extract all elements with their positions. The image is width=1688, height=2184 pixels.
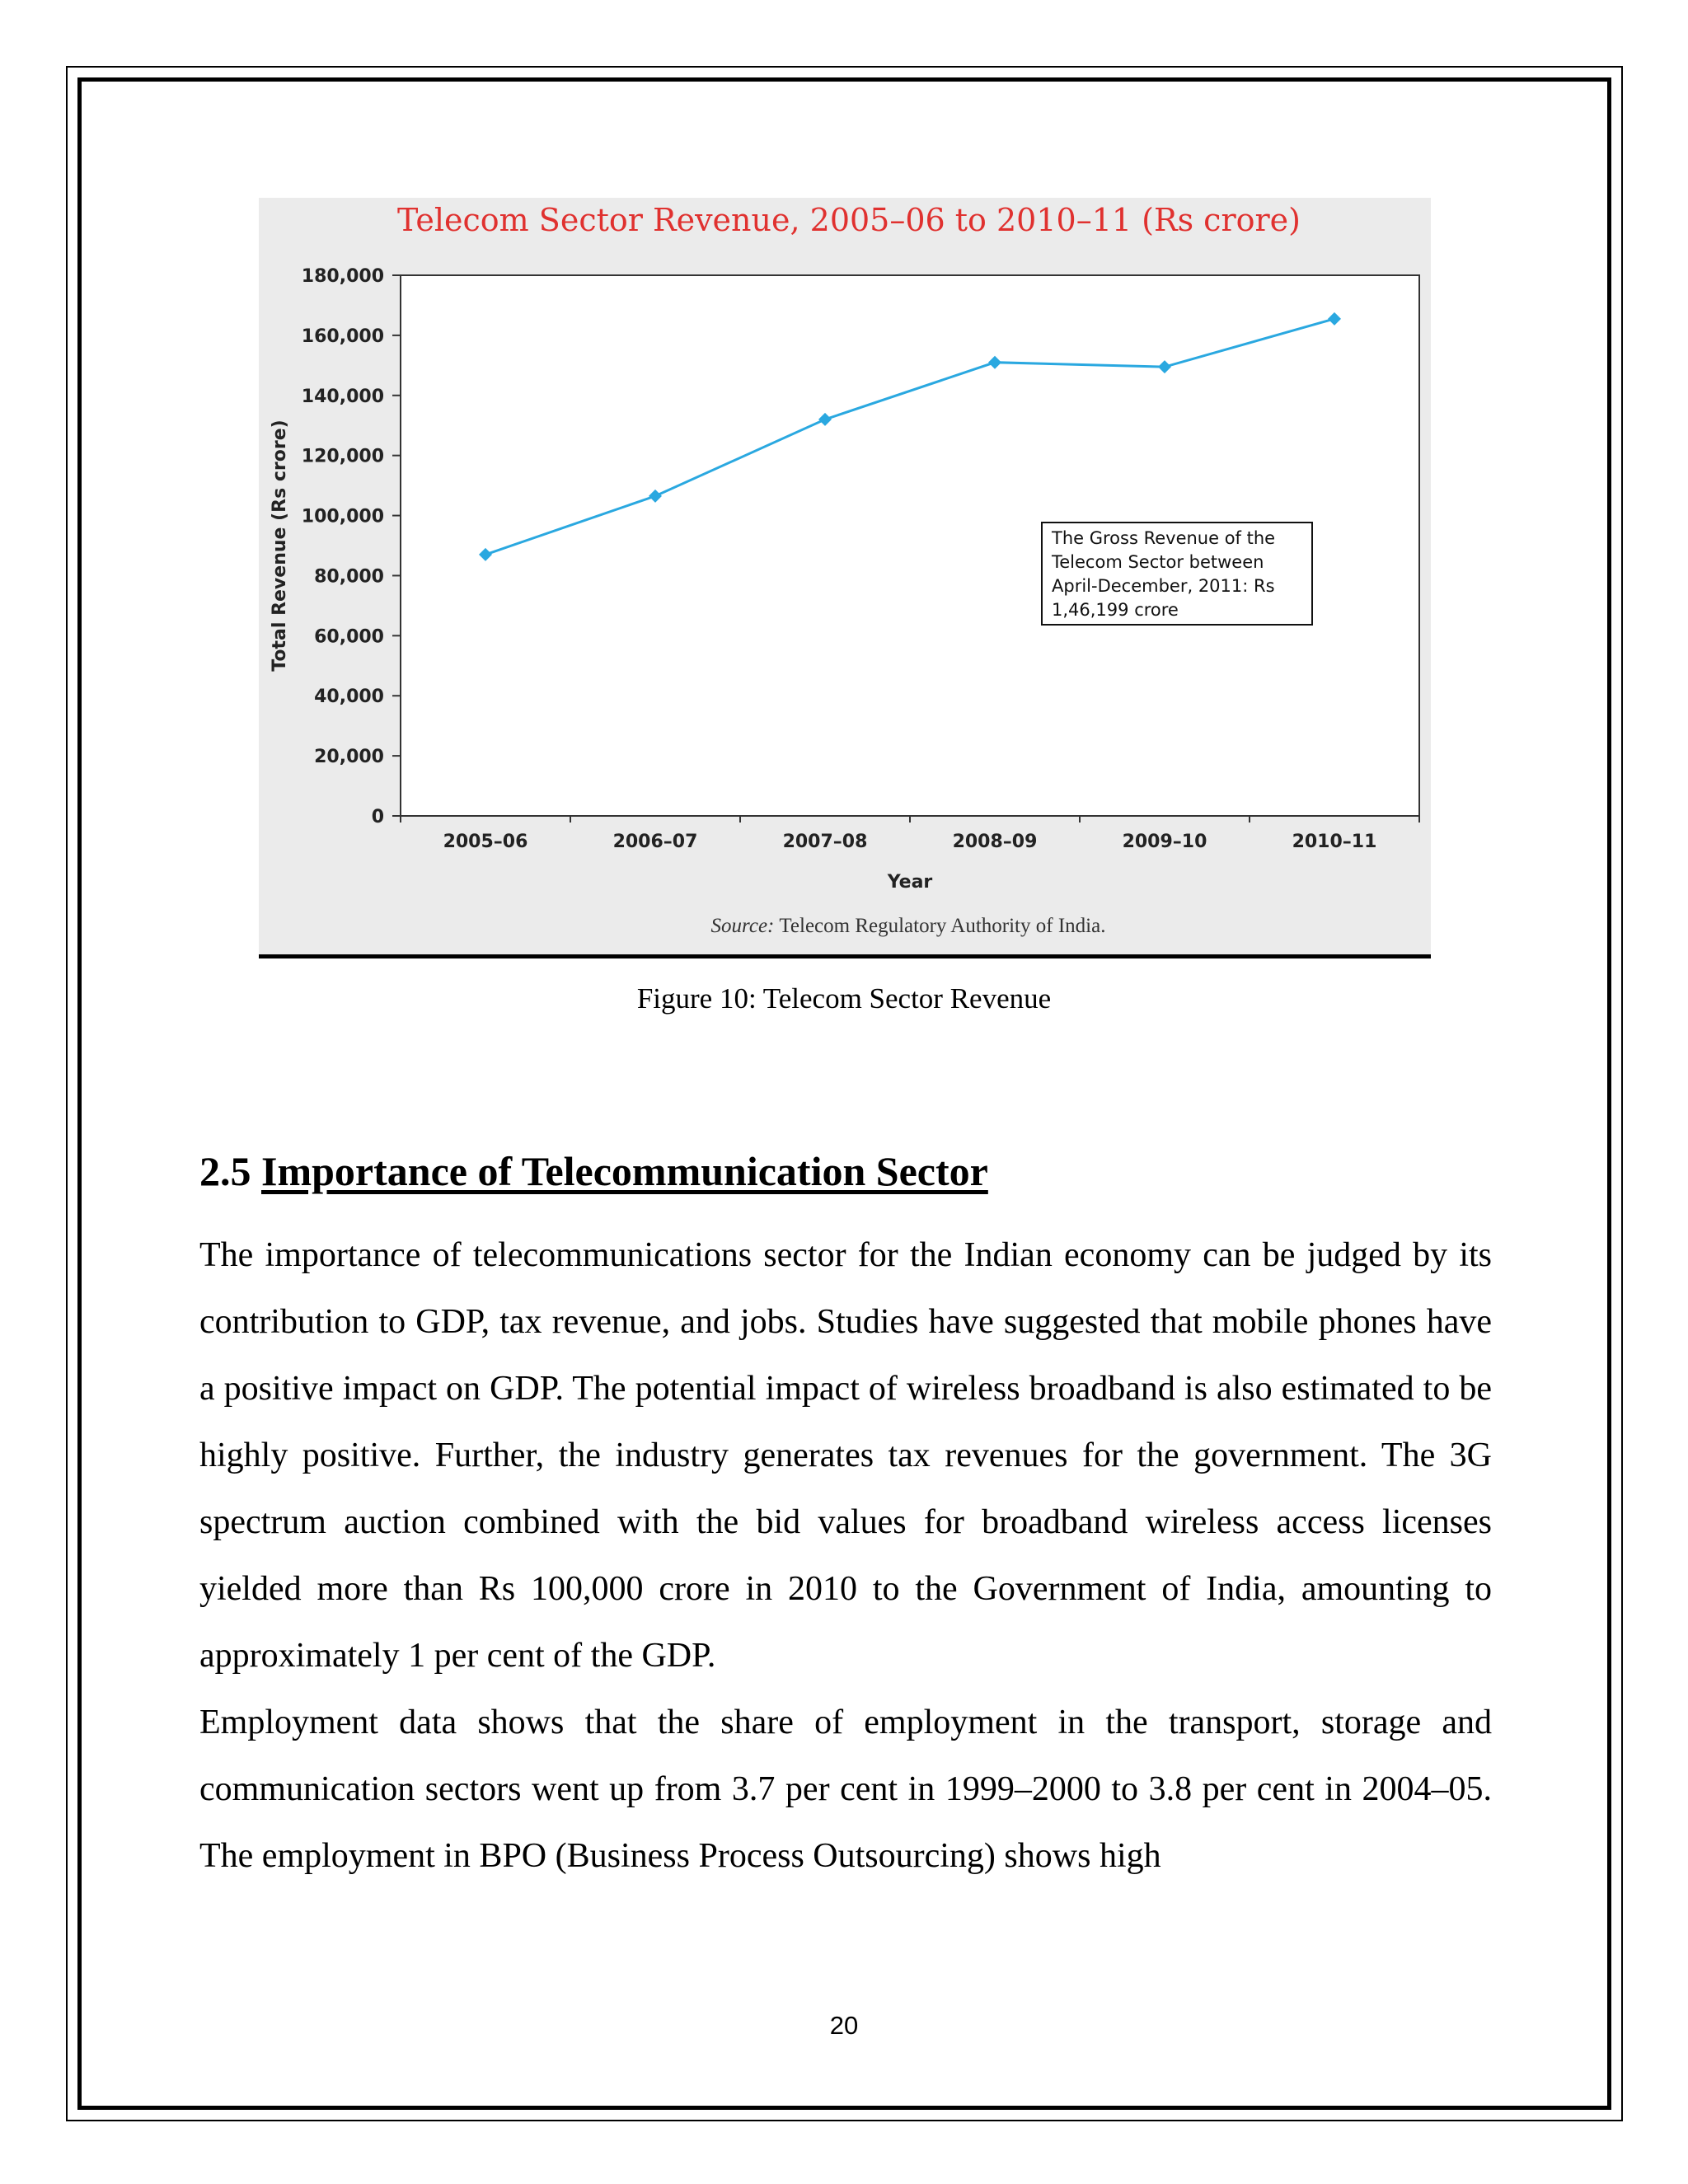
- y-tick-label: 0: [371, 807, 384, 827]
- chart-canvas: [259, 198, 1431, 954]
- annotation-line-4: 1,46,199 crore: [1052, 600, 1179, 620]
- annotation-line-3: April-December, 2011: Rs: [1052, 576, 1275, 596]
- page-number: 20: [829, 2011, 859, 2040]
- y-tick-label: 60,000: [314, 626, 384, 648]
- y-tick-label: 140,000: [301, 386, 384, 407]
- section-heading: [199, 1147, 988, 1195]
- source-label: Source:: [710, 915, 775, 937]
- x-tick-label: 2006–07: [612, 832, 698, 852]
- y-tick-label: 160,000: [301, 326, 384, 347]
- y-tick-label: 80,000: [314, 566, 384, 588]
- annotation-box: [1042, 523, 1312, 625]
- y-tick-label: 180,000: [301, 266, 384, 287]
- revenue-chart: [259, 198, 1431, 958]
- x-axis: [401, 816, 1419, 852]
- x-axis-label: Year: [887, 872, 933, 893]
- x-tick-label: 2009–10: [1122, 832, 1207, 852]
- annotation-line-2: Telecom Sector between: [1052, 552, 1264, 572]
- y-axis: [302, 266, 401, 827]
- x-tick-label: 2010–11: [1292, 832, 1377, 852]
- body-text: [199, 1222, 1492, 1890]
- section-number: 2.5: [199, 1148, 251, 1194]
- y-tick-label: 100,000: [301, 506, 384, 527]
- source-text: Telecom Regulatory Authority of India.: [779, 915, 1106, 937]
- y-tick-label: 40,000: [314, 687, 384, 708]
- figure-caption: Figure 10: Telecom Sector Revenue: [636, 982, 1052, 1015]
- chart-title: Telecom Sector Revenue, 2005–06 to 2010–11 (Rs crore): [397, 202, 1301, 238]
- annotation-line-1: The Gross Revenue of the: [1052, 528, 1276, 548]
- y-tick-label: 20,000: [314, 747, 384, 768]
- x-tick-label: 2005–06: [443, 832, 528, 852]
- section-title: Importance of Telecommunication Sector: [261, 1148, 988, 1194]
- paragraph-1: The importance of telecommunications sector for the Indian economy can be judged by its contribution to GDP, tax revenue, and jobs. Studies have suggested that mobile phones have a positive impact on GDP. The potential impact of wireless broadband is also estimated to be highly positive. Further, the industry generates tax revenues for the government. The 3G spectrum auction combined with the bid values for broadband wireless access licenses yielded more than Rs 100,000 crore in 2010 to the Government of India, amounting to approximately 1 per cent of the GDP.: [199, 1236, 1492, 1675]
- x-tick-label: 2008–09: [952, 832, 1038, 852]
- y-axis-label: Total Revenue (Rs crore): [270, 419, 290, 672]
- y-tick-label: 120,000: [301, 446, 384, 467]
- x-tick-label: 2007–08: [782, 832, 868, 852]
- chart-source: [711, 915, 1106, 937]
- paragraph-2: Employment data shows that the share of employment in the transport, storage and communication sectors went up from 3.7 per cent in 1999–2000 to 3.8 per cent in 2004–05. The employment in BPO (Business Process Outsourcing) shows high: [199, 1704, 1492, 1875]
